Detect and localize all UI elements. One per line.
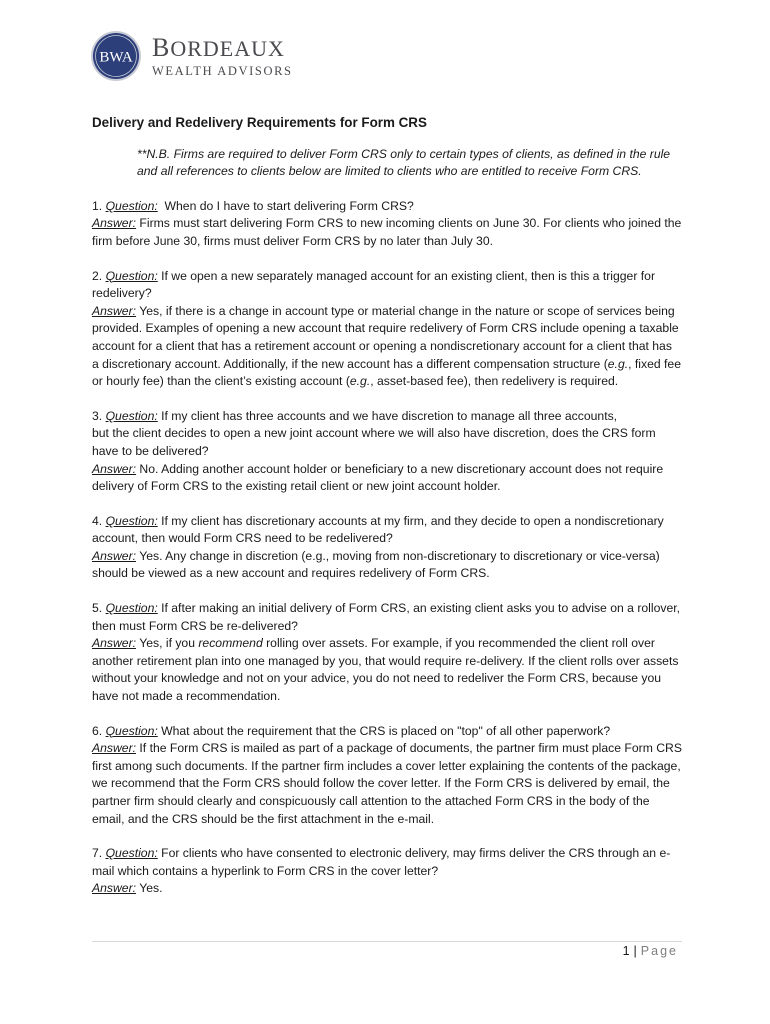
qa-item-1 <box>92 198 682 251</box>
footer-divider <box>92 941 682 942</box>
bwa-seal-logo <box>90 30 142 82</box>
footer-separator: | <box>633 944 637 958</box>
logo-company-name: BORDEAUX <box>152 32 285 62</box>
page-label: Page <box>640 944 678 958</box>
qa-item-2 <box>92 268 682 391</box>
question-4: 4. Question: If my client has discretionary accounts at my firm, and they decide to open a nondiscretionary account, then would Form CRS need to be redelivered? <box>92 513 664 546</box>
answer-5: Answer: Yes, if you recommend rolling over assets. For example, if you recommended the client roll over another retirement plan into one managed by you, that would require re-delivery. If the client rolls over assets without your knowledge and not on your advice, you do not need to redeliver the Form CRS, because you have not made a recommendation. <box>92 636 679 704</box>
nb-note: **N.B. Firms are required to deliver Form CRS only to certain types of clients, as defined in the rule and all references to clients below are limited to clients who are entitled to receive Form CRS. <box>137 146 671 179</box>
answer-1: Answer: Firms must start delivering Form CRS to new incoming clients on June 30. For clients who joined the firm before June 30, firms must deliver Form CRS by no later than July 30. <box>92 216 682 248</box>
page-number: 1 <box>622 944 630 958</box>
seal-text: BWA <box>99 49 133 66</box>
document-body <box>92 114 682 915</box>
answer-2: Answer: Yes, if there is a change in account type or material change in the nature or scope of services being provided. Examples of opening a new account that require redelivery of Form CRS include opening a taxable account for a client that has a retirement account or opening a nondiscretionary account for a client that has a discretionary account. Additionally, if the new account has a different compensation structure (e.g., fixed fee or hourly fee) than the client’s existing account (e.g., asset-based fee), then redelivery is required. <box>92 303 681 389</box>
question-2: 2. Question: If we open a new separately managed account for an existing client, then is this a trigger for redelivery? <box>92 268 655 301</box>
answer-6: Answer: If the Form CRS is mailed as part of a package of documents, the partner firm must place Form CRS first among such documents. If the partner firm includes a cover letter explaining the contents of the package, we recommend that the Form CRS should follow the cover letter. If the Form CRS is delivered by email, the partner firm should clearly and conspicuously call attention to the attached Form CRS in the body of the email, and the CRS should be the first attachment in the e-mail. <box>92 741 682 826</box>
document-title: Delivery and Redelivery Requirements for Form CRS <box>92 115 427 130</box>
answer-4: Answer: Yes. Any change in discretion (e.g., moving from non-discretionary to discretionary or vice-versa) should be viewed as a new account and requires redelivery of Form CRS. <box>92 548 660 581</box>
qa-item-5 <box>92 600 682 706</box>
company-logo <box>90 30 293 82</box>
qa-item-6 <box>92 723 682 829</box>
question-5: 5. Question: If after making an initial delivery of Form CRS, an existing client asks you to advise on a rollover, then must Form CRS be re-delivered? <box>92 601 681 633</box>
answer-3: Answer: No. Adding another account holder or beneficiary to a new discretionary account does not require delivery of Form CRS to the existing retail client or new joint account holder. <box>92 461 664 494</box>
qa-item-7 <box>92 845 682 898</box>
page-footer <box>623 944 678 958</box>
question-7: 7. Question: For clients who have consented to electronic delivery, may firms deliver the CRS through an e-mail which contains a hyperlink to Form CRS in the cover letter? <box>92 846 671 878</box>
question-6: 6. Question: What about the requirement that the CRS is placed on "top" of all other paperwork? <box>92 723 611 738</box>
answer-7: Answer: Yes. <box>92 881 163 896</box>
qa-item-3 <box>92 408 682 496</box>
logo-subtitle: WEALTH ADVISORS <box>152 63 293 78</box>
qa-item-4 <box>92 513 682 583</box>
question-1: 1. Question: When do I have to start delivering Form CRS? <box>92 198 414 213</box>
question-3: 3. Question: If my client has three accounts and we have discretion to manage all three accounts, but the client decides to open a new joint account where we will also have discretion, does the CRS form have to be delivered? <box>92 408 656 458</box>
